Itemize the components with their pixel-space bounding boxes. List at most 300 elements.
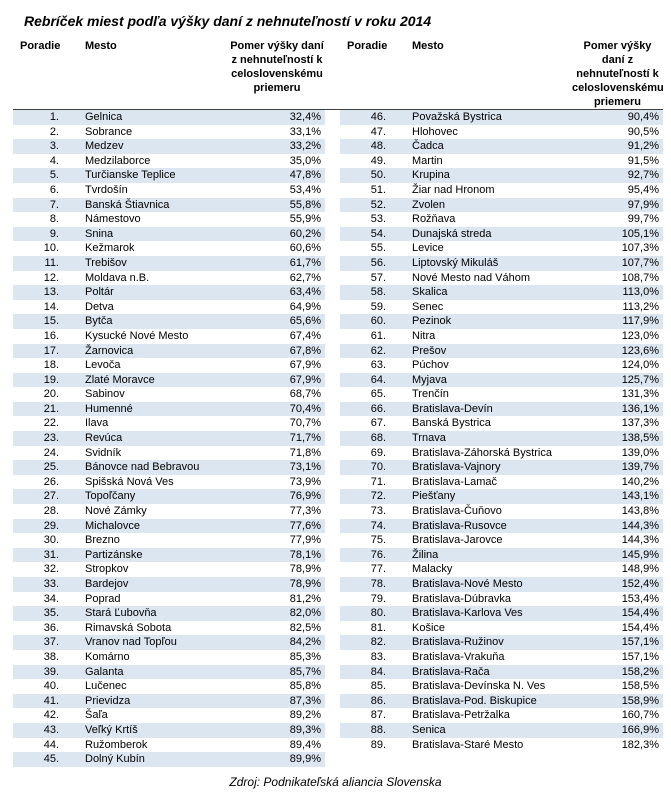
- table-row: [13, 650, 663, 665]
- city-cell: Sabinov: [85, 388, 125, 401]
- rank-cell: 20.: [43, 388, 59, 401]
- table-row: [13, 373, 663, 388]
- ratio-cell: 63,4%: [229, 285, 325, 300]
- table-row: [13, 694, 663, 709]
- table-row: [13, 577, 663, 592]
- rank-cell: 75.: [370, 534, 386, 547]
- city-cell: Hlohovec: [412, 125, 458, 138]
- city-cell: Dolný Kubín: [79, 752, 229, 767]
- ratio-cell: 91,5%: [627, 154, 659, 167]
- ratio-cell: 67,9%: [289, 359, 321, 372]
- ratio-cell: 139,7%: [572, 460, 663, 475]
- rank-cell: 70.: [340, 460, 406, 475]
- ratio-cell: 47,8%: [229, 168, 325, 183]
- rank-cell: 78.: [340, 577, 406, 592]
- rank-header: Poradie: [340, 36, 406, 110]
- city-cell: Komárno: [85, 650, 130, 663]
- rank-cell: 13.: [13, 285, 79, 300]
- city-cell: Martin: [412, 154, 443, 167]
- city-cell: Žarnovica: [79, 344, 229, 359]
- rank-cell: 26.: [43, 475, 59, 488]
- city-cell: Trnava: [406, 431, 572, 446]
- ratio-cell: 105,1%: [572, 227, 663, 242]
- column-gap: [325, 36, 340, 110]
- ratio-cell: 90,4%: [572, 110, 663, 125]
- rank-cell: 51.: [370, 183, 386, 196]
- ratio-cell: 125,7%: [572, 373, 663, 388]
- ratio-cell: 84,2%: [229, 635, 325, 650]
- ratio-cell: 68,7%: [289, 388, 321, 401]
- city-cell: Bratislava-Petržalka: [412, 709, 510, 722]
- city-cell: Veľký Krtíš: [79, 723, 229, 738]
- rank-cell: 55.: [370, 242, 386, 255]
- table-row: [13, 416, 663, 431]
- ratio-cell: 166,9%: [572, 723, 663, 738]
- ratio-cell: 143,8%: [621, 505, 659, 518]
- ratio-cell: 160,7%: [621, 709, 659, 722]
- ratio-cell: 87,3%: [229, 694, 325, 709]
- rank-cell: 16.: [43, 329, 59, 342]
- rank-cell: 24.: [43, 446, 59, 459]
- ratio-cell: 70,4%: [229, 402, 325, 417]
- city-cell: Senec: [412, 300, 444, 313]
- rank-cell: 71.: [370, 475, 386, 488]
- ratio-cell: 123,0%: [621, 329, 659, 342]
- table-row: [13, 708, 663, 723]
- rank-cell: 6.: [49, 183, 59, 196]
- city-cell: Nové Mesto nad Váhom: [412, 271, 531, 284]
- rank-cell: 53.: [370, 213, 386, 226]
- ratio-cell: 113,0%: [572, 285, 663, 300]
- city-cell: Nové Zámky: [85, 505, 147, 518]
- column-gap: [325, 198, 340, 213]
- column-gap: [325, 504, 340, 519]
- table-row: [13, 665, 663, 680]
- ratio-cell: 55,9%: [289, 213, 321, 226]
- empty-cell: [572, 752, 663, 767]
- ratio-cell: 145,9%: [572, 548, 663, 563]
- city-cell: Krupina: [406, 168, 572, 183]
- ratio-cell: 89,4%: [289, 738, 321, 751]
- column-gap: [325, 679, 340, 694]
- ratio-cell: 70,7%: [289, 417, 321, 430]
- table-row: [13, 519, 663, 534]
- city-cell: Senica: [406, 723, 572, 738]
- city-cell: Michalovce: [79, 519, 229, 534]
- ratio-cell: 131,3%: [621, 388, 659, 401]
- rank-cell: 8.: [49, 213, 59, 226]
- ratio-cell: 78,9%: [229, 577, 325, 592]
- ratio-cell: 85,7%: [229, 665, 325, 680]
- table-row: [13, 285, 663, 300]
- city-cell: Turčianske Teplice: [79, 168, 229, 183]
- city-cell: Brezno: [85, 534, 120, 547]
- ratio-cell: 82,5%: [289, 621, 321, 634]
- empty-cell: [340, 752, 406, 767]
- city-cell: Skalica: [406, 285, 572, 300]
- ratio-cell: 154,4%: [621, 621, 659, 634]
- table-row: [13, 592, 663, 607]
- rank-cell: 81.: [370, 621, 386, 634]
- rank-cell: 88.: [340, 723, 406, 738]
- column-gap: [325, 212, 340, 227]
- column-gap: [325, 665, 340, 680]
- table-row: [13, 402, 663, 417]
- rank-cell: 48.: [340, 139, 406, 154]
- rank-cell: 86.: [340, 694, 406, 709]
- rank-cell: 47.: [370, 125, 386, 138]
- column-gap: [325, 402, 340, 417]
- table-row: [13, 271, 663, 286]
- column-gap: [325, 533, 340, 548]
- rank-cell: 40.: [43, 680, 59, 693]
- ratio-cell: 123,6%: [572, 344, 663, 359]
- city-cell: Bratislava-Jarovce: [412, 534, 503, 547]
- rank-cell: 14.: [43, 300, 59, 313]
- city-cell: Zlaté Moravce: [79, 373, 229, 388]
- city-cell: Bratislava-Karlova Ves: [406, 606, 572, 621]
- ratio-cell: 65,6%: [229, 314, 325, 329]
- table-row: [13, 548, 663, 563]
- table-row: [13, 679, 663, 694]
- rank-cell: 65.: [370, 388, 386, 401]
- city-cell: Svidník: [85, 446, 122, 459]
- city-cell: Banská Bystrica: [412, 417, 491, 430]
- column-gap: [325, 519, 340, 534]
- rank-cell: 11.: [13, 256, 79, 271]
- table-row: [13, 241, 663, 256]
- rank-cell: 59.: [370, 300, 386, 313]
- city-cell: Bánovce nad Bebravou: [79, 460, 229, 475]
- rank-cell: 39.: [13, 665, 79, 680]
- ratio-cell: 73,1%: [229, 460, 325, 475]
- ratio-cell: 89,9%: [229, 752, 325, 767]
- rank-cell: 28.: [43, 505, 59, 518]
- city-cell: Bratislava-Rusovce: [406, 519, 572, 534]
- column-gap: [325, 460, 340, 475]
- table-row: [13, 533, 663, 548]
- ratio-cell: 55,8%: [229, 198, 325, 213]
- table-row: [13, 110, 663, 125]
- column-gap: [325, 752, 340, 767]
- table-row: [13, 227, 663, 242]
- city-cell: Moldava n.B.: [85, 271, 150, 284]
- city-cell: Žilina: [406, 548, 572, 563]
- city-cell: Stará Ľubovňa: [79, 606, 229, 621]
- column-gap: [325, 329, 340, 344]
- rank-cell: 30.: [43, 534, 59, 547]
- ratio-cell: 89,2%: [289, 709, 321, 722]
- ratio-cell: 158,2%: [572, 665, 663, 680]
- table-row: [13, 314, 663, 329]
- table-row: [13, 621, 663, 636]
- city-cell: Medzev: [79, 139, 229, 154]
- ranking-table: [13, 36, 663, 767]
- city-cell: Bratislava-Vajnory: [406, 460, 572, 475]
- city-cell: Nitra: [412, 329, 436, 342]
- rank-cell: 5.: [13, 168, 79, 183]
- rank-cell: 22.: [43, 417, 59, 430]
- city-cell: Detva: [85, 300, 114, 313]
- table-row: [13, 344, 663, 359]
- table-row: [13, 183, 663, 198]
- rank-cell: 56.: [340, 256, 406, 271]
- city-cell: Snina: [79, 227, 229, 242]
- column-gap: [325, 475, 340, 490]
- city-cell: Čadca: [406, 139, 572, 154]
- ratio-cell: 117,9%: [572, 314, 663, 329]
- city-cell: Piešťany: [406, 489, 572, 504]
- rank-cell: 21.: [13, 402, 79, 417]
- city-cell: Gelnica: [79, 110, 229, 125]
- column-gap: [325, 548, 340, 563]
- rank-cell: 58.: [340, 285, 406, 300]
- ratio-cell: 64,9%: [289, 300, 321, 313]
- rank-cell: 69.: [370, 446, 386, 459]
- ratio-cell: 61,7%: [229, 256, 325, 271]
- city-cell: Trebišov: [79, 256, 229, 271]
- table-row: [13, 606, 663, 621]
- column-gap: [325, 635, 340, 650]
- ratio-cell: 71,7%: [229, 431, 325, 446]
- city-cell: Bratislava-Rača: [406, 665, 572, 680]
- ratio-cell: 62,7%: [289, 271, 321, 284]
- city-cell: Bratislava-Devín: [406, 402, 572, 417]
- city-cell: Malacky: [412, 563, 453, 576]
- rank-cell: 60.: [340, 314, 406, 329]
- ratio-cell: 33,1%: [289, 125, 321, 138]
- table-row: [13, 562, 663, 577]
- city-cell: Galanta: [79, 665, 229, 680]
- table-row: [13, 198, 663, 213]
- city-cell: Bratislava-Záhorská Bystrica: [412, 446, 552, 459]
- city-cell: Revúca: [79, 431, 229, 446]
- rank-header: Poradie: [13, 36, 79, 110]
- table-row: [13, 504, 663, 519]
- ratio-header: Pomer výšky daní z nehnuteľností k celoslovenskému priemeru: [229, 36, 325, 110]
- rank-cell: 46.: [340, 110, 406, 125]
- ratio-cell: 140,2%: [621, 475, 659, 488]
- city-cell: Sobrance: [85, 125, 133, 138]
- city-cell: Levice: [412, 242, 444, 255]
- ratio-cell: 32,4%: [229, 110, 325, 125]
- table-row: [13, 256, 663, 271]
- city-cell: Bytča: [79, 314, 229, 329]
- rank-cell: 89.: [370, 738, 386, 751]
- column-gap: [325, 606, 340, 621]
- ratio-cell: 182,3%: [621, 738, 659, 751]
- table-row: [13, 446, 663, 461]
- city-cell: Bratislava-Ružinov: [406, 635, 572, 650]
- rank-cell: 1.: [13, 110, 79, 125]
- city-cell: Trenčín: [412, 388, 449, 401]
- column-gap: [325, 431, 340, 446]
- city-cell: Bratislava-Čuňovo: [412, 505, 502, 518]
- table-row: [13, 723, 663, 738]
- rank-cell: 61.: [370, 329, 386, 342]
- column-gap: [325, 256, 340, 271]
- ratio-cell: 154,4%: [572, 606, 663, 621]
- table-row: [13, 387, 663, 402]
- city-cell: Myjava: [406, 373, 572, 388]
- ratio-cell: 76,9%: [229, 489, 325, 504]
- rank-cell: 9.: [13, 227, 79, 242]
- city-cell: Púchov: [412, 359, 449, 372]
- ratio-cell: 53,4%: [289, 183, 321, 196]
- ratio-cell: 157,1%: [572, 635, 663, 650]
- ratio-cell: 33,2%: [229, 139, 325, 154]
- table-row: [13, 300, 663, 315]
- column-gap: [325, 562, 340, 577]
- column-gap: [325, 271, 340, 286]
- column-gap: [325, 592, 340, 607]
- ratio-cell: 136,1%: [572, 402, 663, 417]
- rank-cell: 73.: [370, 505, 386, 518]
- table-row: [13, 752, 663, 767]
- rank-cell: 4.: [49, 154, 59, 167]
- ratio-cell: 77,6%: [229, 519, 325, 534]
- city-cell: Poltár: [79, 285, 229, 300]
- city-cell: Medzilaborce: [85, 154, 151, 167]
- rank-cell: 62.: [340, 344, 406, 359]
- column-gap: [325, 650, 340, 665]
- ratio-cell: 82,0%: [229, 606, 325, 621]
- ratio-cell: 95,4%: [627, 183, 659, 196]
- ratio-header: Pomer výšky daní z nehnuteľností k celoslovenskému priemeru: [572, 36, 663, 110]
- table-row: [13, 431, 663, 446]
- ratio-cell: 153,4%: [621, 592, 659, 605]
- city-cell: Kysucké Nové Mesto: [85, 329, 189, 342]
- column-gap: [325, 168, 340, 183]
- rank-cell: 83.: [370, 650, 386, 663]
- column-gap: [325, 446, 340, 461]
- city-cell: Prievidza: [79, 694, 229, 709]
- ratio-cell: 35,0%: [289, 154, 321, 167]
- city-cell: Šaľa: [85, 709, 108, 722]
- ratio-cell: 144,3%: [572, 519, 663, 534]
- ratio-cell: 67,9%: [229, 373, 325, 388]
- rank-cell: 17.: [13, 344, 79, 359]
- rank-cell: 3.: [13, 139, 79, 154]
- column-gap: [325, 723, 340, 738]
- city-cell: Rimavská Sobota: [85, 621, 172, 634]
- ratio-cell: 113,2%: [622, 300, 659, 313]
- ratio-cell: 78,9%: [289, 563, 321, 576]
- ratio-cell: 71,8%: [289, 446, 321, 459]
- rank-cell: 23.: [13, 431, 79, 446]
- ratio-cell: 67,4%: [289, 329, 321, 342]
- column-gap: [325, 125, 340, 140]
- ratio-cell: 77,3%: [289, 505, 321, 518]
- ratio-cell: 73,9%: [289, 475, 321, 488]
- column-gap: [325, 241, 340, 256]
- column-gap: [325, 738, 340, 753]
- rank-cell: 79.: [370, 592, 386, 605]
- rank-cell: 80.: [340, 606, 406, 621]
- ratio-cell: 107,3%: [621, 242, 659, 255]
- rank-cell: 63.: [370, 359, 386, 372]
- column-gap: [325, 344, 340, 359]
- city-cell: Topoľčany: [79, 489, 229, 504]
- rank-cell: 38.: [43, 650, 59, 663]
- ratio-cell: 92,7%: [572, 168, 663, 183]
- rank-cell: 33.: [13, 577, 79, 592]
- column-gap: [325, 489, 340, 504]
- table-row: [13, 489, 663, 504]
- ratio-cell: 60,2%: [229, 227, 325, 242]
- table-row: [13, 460, 663, 475]
- ratio-cell: 97,9%: [572, 198, 663, 213]
- table-row: [13, 212, 663, 227]
- city-cell: Ružomberok: [85, 738, 148, 751]
- city-cell: Lučenec: [85, 680, 127, 693]
- city-cell: Považská Bystrica: [406, 110, 572, 125]
- rank-cell: 34.: [43, 592, 59, 605]
- city-cell: Zvolen: [406, 198, 572, 213]
- rank-cell: 43.: [13, 723, 79, 738]
- rank-cell: 84.: [340, 665, 406, 680]
- rank-cell: 2.: [49, 125, 59, 138]
- rank-cell: 66.: [340, 402, 406, 417]
- column-gap: [325, 708, 340, 723]
- column-gap: [325, 358, 340, 373]
- city-cell: Žiar nad Hronom: [412, 183, 495, 196]
- rank-cell: 42.: [43, 709, 59, 722]
- column-gap: [325, 300, 340, 315]
- rank-cell: 7.: [13, 198, 79, 213]
- rank-cell: 64.: [340, 373, 406, 388]
- city-cell: Bratislava-Nové Mesto: [406, 577, 572, 592]
- rank-cell: 10.: [43, 242, 59, 255]
- rank-cell: 54.: [340, 227, 406, 242]
- source-note: Zdroj: Podnikateľská aliancia Slovenska: [229, 775, 442, 789]
- column-gap: [325, 154, 340, 169]
- ratio-cell: 81,2%: [289, 592, 321, 605]
- rank-cell: 57.: [370, 271, 386, 284]
- ratio-cell: 67,8%: [229, 344, 325, 359]
- ratio-cell: 157,1%: [621, 650, 659, 663]
- city-cell: Prešov: [406, 344, 572, 359]
- rank-cell: 52.: [340, 198, 406, 213]
- rank-cell: 18.: [43, 359, 59, 372]
- ratio-cell: 91,2%: [572, 139, 663, 154]
- city-cell: Kežmarok: [85, 242, 135, 255]
- rank-cell: 29.: [13, 519, 79, 534]
- city-cell: Rožňava: [412, 213, 456, 226]
- table-row: [13, 139, 663, 154]
- ratio-cell: 85,3%: [289, 650, 321, 663]
- column-gap: [325, 183, 340, 198]
- ratio-cell: 99,7%: [627, 213, 659, 226]
- city-cell: Liptovský Mikuláš: [406, 256, 572, 271]
- rank-cell: 15.: [13, 314, 79, 329]
- table-row: [13, 475, 663, 490]
- rank-cell: 31.: [13, 548, 79, 563]
- ratio-cell: 107,7%: [572, 256, 663, 271]
- rank-cell: 72.: [340, 489, 406, 504]
- ratio-cell: 60,6%: [289, 242, 321, 255]
- column-gap: [325, 110, 340, 125]
- rank-cell: 87.: [370, 709, 386, 722]
- city-cell: Bratislava-Dúbravka: [412, 592, 512, 605]
- ratio-cell: 89,3%: [229, 723, 325, 738]
- ratio-cell: 158,5%: [621, 680, 659, 693]
- city-cell: Pezinok: [406, 314, 572, 329]
- ratio-cell: 90,5%: [627, 125, 659, 138]
- rank-cell: 76.: [340, 548, 406, 563]
- rank-cell: 27.: [13, 489, 79, 504]
- city-cell: Tvrdošín: [85, 183, 128, 196]
